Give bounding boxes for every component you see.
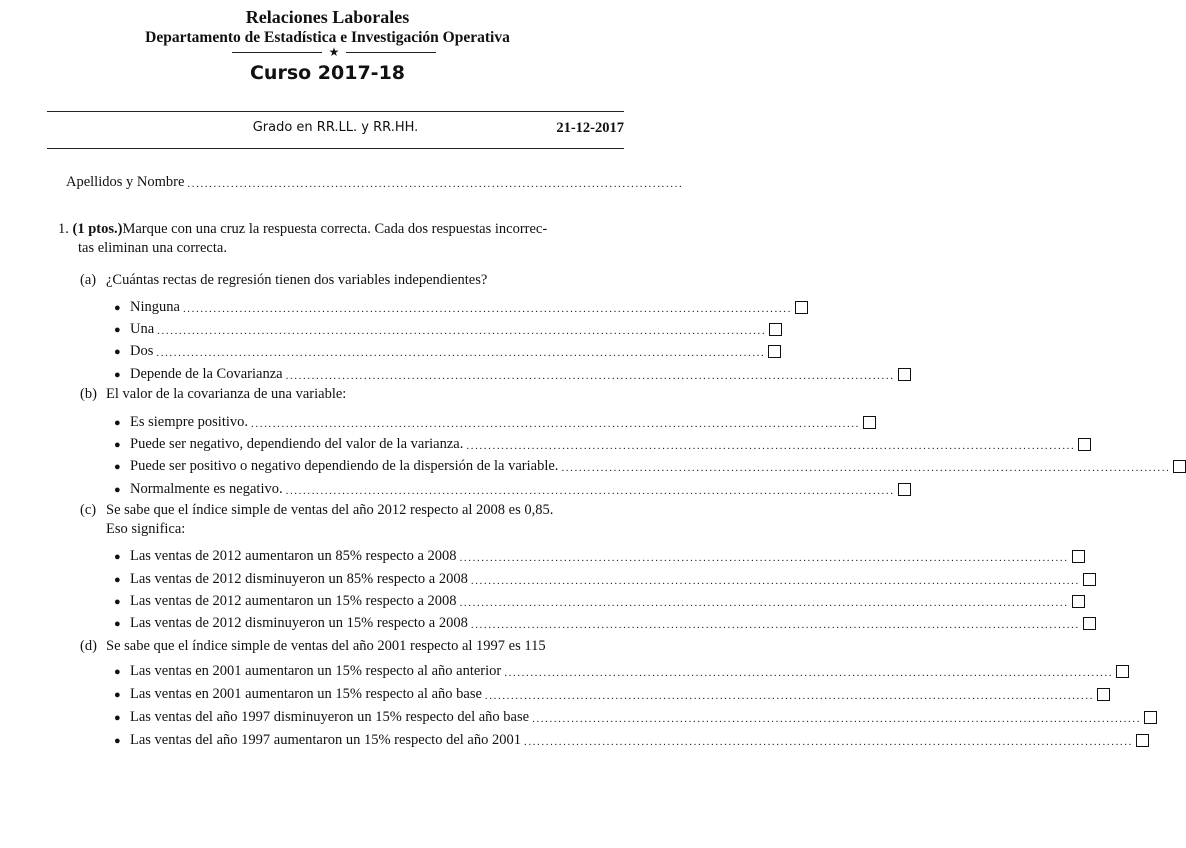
answer-checkbox[interactable] [1097, 688, 1110, 701]
bullet-icon: ● [114, 439, 121, 451]
part-stem: Se sabe que el índice simple de ventas del año 2001 respecto al 1997 es 115 [106, 638, 546, 654]
answer-option-text: Las ventas de 2012 aumentaron un 85% respecto a 2008 [130, 548, 457, 564]
leader-dots: ............................................................................................................................................ [561, 462, 1171, 474]
ornament-line-left [232, 52, 322, 53]
degree-name: Grado en RR.LL. y RR.HH. [252, 120, 419, 135]
answer-checkbox[interactable] [1083, 617, 1096, 630]
leader-dots: ............................................................................................................................................ [459, 552, 1069, 564]
bullet-icon: ● [114, 484, 121, 496]
bullet-icon: ● [114, 735, 121, 747]
part-letter: (b) [80, 386, 97, 402]
department-name: Departamento de Estadística e Investigación Operativa [145, 29, 510, 46]
answer-checkbox[interactable] [795, 301, 808, 314]
answer-checkbox[interactable] [898, 483, 911, 496]
exam-subject-title: Relaciones Laborales [245, 7, 410, 27]
leader-dots: ............................................................................................................................................ [470, 619, 1080, 631]
divider-bottom [47, 148, 624, 149]
answer-option-text: Dos [130, 343, 154, 359]
bullet-icon: ● [114, 551, 121, 563]
star-icon: ★ [328, 45, 340, 59]
leader-dots: ............................................................................................................................................ [285, 370, 895, 382]
answer-option[interactable] [114, 570, 1080, 588]
bullet-icon: ● [114, 324, 121, 336]
ornament-line-right [346, 52, 436, 53]
answer-option-text: Depende de la Covarianza [130, 366, 283, 382]
part-stem: Eso significa: [106, 521, 186, 537]
exam-date: 21-12-2017 [556, 120, 624, 136]
question-instruction-1: Marque con una cruz la respuesta correcta. Cada dos respuestas incorrec- [122, 221, 548, 237]
part-stem: El valor de la covarianza de una variable: [106, 386, 347, 402]
part-letter: (d) [80, 638, 97, 654]
answer-option-text: Las ventas en 2001 aumentaron un 15% respecto al año anterior [130, 663, 502, 679]
bullet-icon: ● [114, 302, 121, 314]
answer-option-text: Ninguna [130, 299, 180, 315]
answer-checkbox[interactable] [1173, 460, 1186, 473]
answer-option[interactable] [114, 731, 1133, 749]
leader-dots: ............................................................................................................................................ [459, 597, 1069, 609]
answer-option[interactable] [114, 685, 1094, 703]
name-field[interactable] [66, 173, 684, 191]
question-number: 1. [58, 221, 69, 237]
name-fill-dots: .................................................................................................................. [187, 178, 684, 190]
answer-checkbox[interactable] [1144, 711, 1157, 724]
leader-dots: ............................................................................................................................................ [466, 440, 1076, 452]
leader-dots: ............................................................................................................................................ [156, 347, 766, 359]
answer-option-text: Las ventas de 2012 disminuyeron un 15% respecto a 2008 [130, 615, 468, 631]
answer-checkbox[interactable] [1078, 438, 1091, 451]
answer-option-text: Puede ser positivo o negativo dependiendo de la dispersión de la variable. [130, 458, 559, 474]
leader-dots: ............................................................................................................................................ [285, 485, 895, 497]
bullet-icon: ● [114, 689, 121, 701]
answer-option-text: Puede ser negativo, dependiendo del valor de la varianza. [130, 436, 464, 452]
answer-checkbox[interactable] [1072, 595, 1085, 608]
answer-option[interactable] [114, 320, 767, 338]
bullet-icon: ● [114, 417, 121, 429]
answer-checkbox[interactable] [1083, 573, 1096, 586]
answer-option[interactable] [114, 435, 1076, 453]
bullet-icon: ● [114, 574, 121, 586]
answer-option[interactable] [114, 298, 792, 316]
answer-checkbox[interactable] [898, 368, 911, 381]
bullet-icon: ● [114, 712, 121, 724]
answer-option-text: Las ventas en 2001 aumentaron un 15% respecto al año base [130, 686, 482, 702]
answer-option-text: Las ventas de 2012 disminuyeron un 85% respecto a 2008 [130, 571, 468, 587]
part-stem: Se sabe que el índice simple de ventas del año 2012 respecto al 2008 es 0,85. [106, 502, 554, 518]
answer-checkbox[interactable] [1072, 550, 1085, 563]
answer-checkbox[interactable] [1116, 665, 1129, 678]
leader-dots: ............................................................................................................................................ [251, 418, 861, 430]
answer-option[interactable] [114, 413, 861, 431]
divider-top [47, 111, 624, 112]
leader-dots: ............................................................................................................................................ [504, 667, 1114, 679]
answer-checkbox[interactable] [769, 323, 782, 336]
answer-option[interactable] [114, 480, 895, 498]
answer-option-text: Las ventas del año 1997 aumentaron un 15% respecto del año 2001 [130, 732, 521, 748]
leader-dots: ............................................................................................................................................ [182, 303, 792, 315]
answer-option[interactable] [114, 547, 1069, 565]
question-1-line1 [58, 221, 547, 238]
answer-option-text: Es siempre positivo. [130, 414, 249, 430]
name-field-label: Apellidos y Nombre [66, 174, 185, 190]
answer-checkbox[interactable] [1136, 734, 1149, 747]
answer-option[interactable] [114, 662, 1114, 680]
part-letter: (c) [80, 502, 97, 518]
answer-option-text: Las ventas de 2012 aumentaron un 15% respecto a 2008 [130, 593, 457, 609]
answer-option[interactable] [114, 614, 1080, 632]
leader-dots: ............................................................................................................................................ [532, 713, 1142, 725]
question-points: (1 ptos.) [72, 221, 123, 237]
leader-dots: ............................................................................................................................................ [470, 575, 1080, 587]
question-instruction-2: tas eliminan una correcta. [78, 240, 227, 256]
header-ornament [232, 44, 436, 60]
bullet-icon: ● [114, 666, 121, 678]
answer-option-text: Las ventas del año 1997 disminuyeron un 15% respecto del año base [130, 709, 530, 725]
bullet-icon: ● [114, 461, 121, 473]
bullet-icon: ● [114, 369, 121, 381]
answer-option-text: Una [130, 321, 155, 337]
bullet-icon: ● [114, 346, 121, 358]
answer-option[interactable] [114, 365, 895, 383]
leader-dots: ............................................................................................................................................ [157, 325, 767, 337]
answer-option-text: Normalmente es negativo. [130, 481, 283, 497]
answer-option[interactable] [114, 342, 766, 360]
bullet-icon: ● [114, 596, 121, 608]
answer-option[interactable] [114, 708, 1142, 726]
part-letter: (a) [80, 272, 97, 288]
answer-option[interactable] [114, 457, 1171, 475]
part-stem: ¿Cuántas rectas de regresión tienen dos variables independientes? [106, 272, 488, 288]
answer-checkbox[interactable] [863, 416, 876, 429]
leader-dots: ............................................................................................................................................ [523, 736, 1133, 748]
answer-option[interactable] [114, 592, 1069, 610]
answer-checkbox[interactable] [768, 345, 781, 358]
bullet-icon: ● [114, 618, 121, 630]
leader-dots: ............................................................................................................................................ [484, 690, 1094, 702]
course-year: Curso 2017-18 [249, 62, 406, 84]
